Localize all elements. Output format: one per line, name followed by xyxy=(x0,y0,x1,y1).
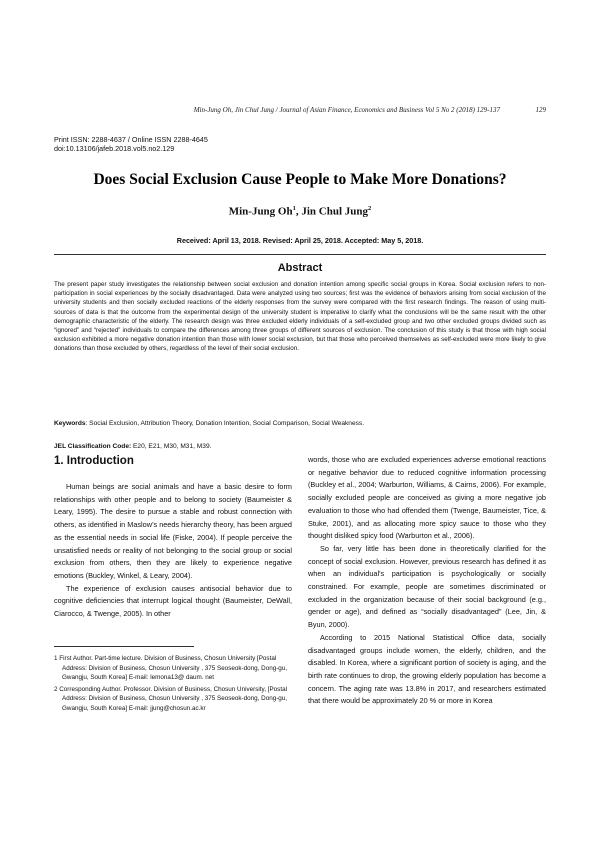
abstract-heading: Abstract xyxy=(277,262,323,274)
paper-title: Does Social Exclusion Cause People to Make More Donations? xyxy=(93,171,507,188)
right-column xyxy=(308,454,546,708)
intro-paragraph-4: So far, very little has been done in theoretically clarified for the concept of social exclusion. However, previous research has defined it as when an individual’s participation is psychologically or socially constrained. For example, people are sometimes discriminated or excluded in the organization because of their social background (e.g., gender or age), and defined as “socially disadvantaged” (Lee, Jin, & Byun, 2000). xyxy=(308,543,546,630)
keywords-label: Keywords xyxy=(54,420,86,427)
intro-paragraph-5: According to 2015 National Statistical Office data, socially disadvantaged groups include women, the elderly, children, and the disabled. In Korea, where a significant portion of society is aging, and the birth rate continues to drop, the growing elderly population has become a concern. The aging rate was 13.8% in 2017, and researchers estimated that there would be approximately 20 % or more in Korea xyxy=(308,632,546,706)
intro-paragraph-2: The experience of exclusion causes antisocial behavior due to cognitive deficiencies that interrupt logical thought (Baumeister, DeWall, Ciarocco, & Twenge, 2005). In other xyxy=(54,583,292,619)
author-2-sup: 2 xyxy=(368,205,372,212)
section-heading-introduction: 1. Introduction xyxy=(54,455,134,467)
footnote-rule xyxy=(54,646,194,647)
intro-paragraph-1: Human beings are social animals and have a basic desire to form relationships with other people and to belong to society (Baumeister & Leary, 1995). The desire to pursue a stable and robust connection with others, as identified in Maslow’s needs hierarchy theory, has been argued as the essential needs in social life (Fiske, 2004). If people perceive the unsatisfied needs or reality of not belonging to the social group or social exclusion from others, then they are likely to experience negative emotions (Buckley, Winkel, & Leary, 2004). xyxy=(54,482,292,580)
author-1-sup: 1 xyxy=(292,205,296,212)
author-2: Jin Chul Jung xyxy=(301,205,369,218)
footnote-1: 1 First Author. Part-time lecture. Division of Business, Chosun University [Postal Address: Division of Business, Chosun University , 375 Seoseok-dong, Dong-gu, Gwangju, South Korea] E-mail: lemona13@ daum. net xyxy=(54,655,288,682)
jel-label: JEL Classification Code: xyxy=(54,443,132,450)
running-header-text: Min-Jung Oh, Jin Chul Jung / Journal of Asian Finance, Economics and Business Vol 5 No 2 (2018) 129-137 xyxy=(193,106,500,114)
received-line: Received: April 13, 2018. Revised: April 25, 2018. Accepted: May 5, 2018. xyxy=(176,236,424,245)
left-column xyxy=(54,481,292,621)
jel-line xyxy=(54,443,546,450)
author-1: Min-Jung Oh xyxy=(228,205,293,218)
issn-block xyxy=(54,135,208,153)
author-line xyxy=(40,205,560,218)
author-separator: , xyxy=(295,205,302,218)
abstract-top-rule xyxy=(54,254,546,255)
keywords-text: : Social Exclusion, Attribution Theory, Donation Intention, Social Comparison, Social Weakness. xyxy=(85,420,365,427)
doi-line: doi:10.13106/jafeb.2018.vol5.no2.129 xyxy=(54,144,175,153)
footnotes xyxy=(54,654,294,716)
issn-line: Print ISSN: 2288-4637 / Online ISSN 2288-4645 xyxy=(54,135,208,144)
intro-paragraph-3: words, those who are excluded experiences adverse emotional reactions or negative behavior due to reduced cognitive information processing (Buckley et al., 2004; Warburton, Williams, & Cairns, 2006). For example, socially excluded people are conceived as giving a more negative job evaluation to those who had offended them (Twenge, Baumeister, Tice, & Stuke, 2001), and as allocating more spicy sauce to those who they thought disliked spicy food (Warburton et al., 2006). xyxy=(308,455,546,541)
footnote-2: 2 Corresponding Author. Professor. Division of Business, Chosun University, [Postal Address: Division of Business, Chosun University , 375 Seoseok-dong, Dong-gu, Gwangju, South Korea] E-mail: jjung@chosun.ac.kr xyxy=(54,685,288,712)
keywords-line xyxy=(54,420,546,427)
jel-text: E20, E21, M30, M31, M39. xyxy=(131,443,212,450)
abstract-body: The present paper study investigates the relationship between social exclusion and donation intention among specific social groups in Korea. Social exclusion refers to non-participation in social experiences by the socially disadvantaged. Data were analyzed using two sources; first was the evidence of behaviors arising from social exclusion of the university students and then socially excluded reactions of the elderly responses from the survey were compared with the first research findings. The reason of using multi-sources of data is that the outcome from the experimental design of the university student is imperative to clarify what the conclusions will be the same result with the other demographic characteristic of the elderly. The research design was three excluded elderly individuals of a self-excluded group and two other excluded groups divided such as “ignored” and “rejected” individuals to compare the differences among three groups of different sources of exclusion. The conclusion of this study is that those with high social exclusion exhibited a more negative donation intention than those with lower social exclusion, but that those who perceived themselves as self-excluded were more likely to give donations than those excluded by others, regardless of the level of their social exclusion. xyxy=(54,281,546,353)
page-number: 129 xyxy=(535,106,546,114)
